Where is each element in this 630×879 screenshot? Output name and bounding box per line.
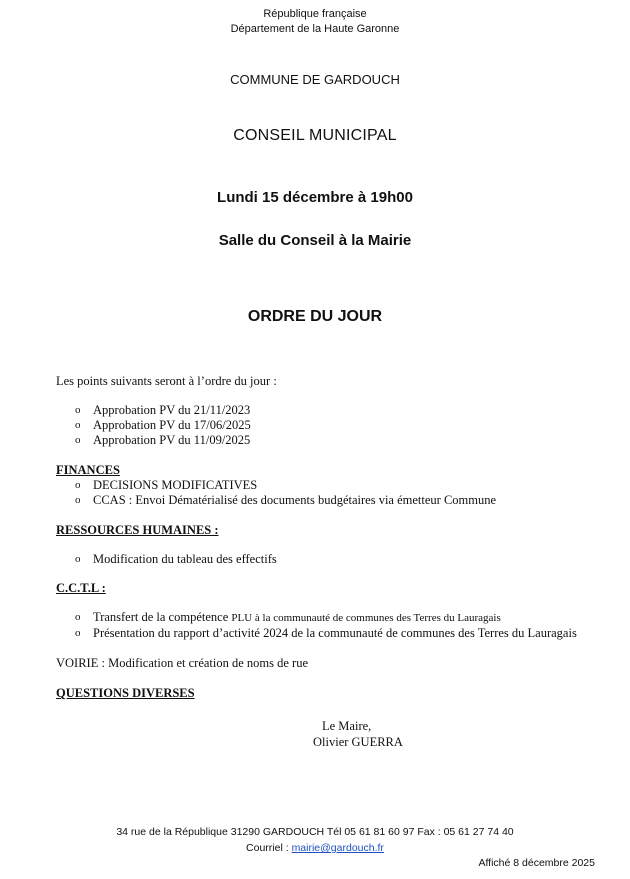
signature-title: Le Maire, xyxy=(322,719,372,733)
list-item: o Approbation PV du 17/06/2025 xyxy=(75,418,251,432)
departement-line: Département de la Haute Garonne xyxy=(230,23,400,35)
list-item: o Modification du tableau des effectifs xyxy=(75,552,277,566)
bullet-icon: o xyxy=(75,419,81,431)
footer-address: 34 rue de la République 31290 GARDOUCH Tél 05 61 81 60 97 Fax : 05 61 27 74 40 xyxy=(116,826,514,838)
list-item: o Présentation du rapport d’activité 2024 de la communauté de communes des Terres du Lauragais xyxy=(75,626,577,640)
list-item: o Transfert de la compétence PLU à la communauté de communes des Terres du Lauragais xyxy=(75,610,501,624)
meeting-date: Lundi 15 décembre à 19h00 xyxy=(217,189,413,206)
cctl-list xyxy=(56,610,596,641)
finances-list xyxy=(56,478,596,508)
rh-list xyxy=(56,552,596,567)
email-link[interactable]: mairie@gardouch.fr xyxy=(291,842,384,854)
signature-name: Olivier GUERRA xyxy=(313,735,403,749)
bullet-icon: o xyxy=(75,611,81,623)
commune-title: COMMUNE DE GARDOUCH xyxy=(230,72,400,87)
voirie-line: VOIRIE : Modification et création de noms de rue xyxy=(56,656,309,670)
ordre-du-jour-title: ORDRE DU JOUR xyxy=(247,308,383,325)
courriel-label: Courriel : xyxy=(246,842,292,854)
list-item: o Approbation PV du 11/09/2025 xyxy=(75,433,251,447)
bullet-icon: o xyxy=(75,479,81,491)
finances-heading: FINANCES xyxy=(56,463,120,477)
bullet-icon: o xyxy=(75,494,81,506)
list-item: o CCAS : Envoi Dématérialisé des documents budgétaires via émetteur Commune xyxy=(75,493,497,507)
bullet-icon: o xyxy=(75,553,81,565)
list-item: o DECISIONS MODIFICATIVES xyxy=(75,478,258,492)
questions-heading: QUESTIONS DIVERSES xyxy=(56,686,195,700)
bullet-icon: o xyxy=(75,627,81,639)
bullet-icon: o xyxy=(75,434,81,446)
agenda-body xyxy=(56,374,596,701)
affiche-date: Affiché 8 décembre 2025 xyxy=(478,857,595,869)
footer-courriel xyxy=(0,842,630,854)
conseil-title: CONSEIL MUNICIPAL xyxy=(233,127,397,144)
pv-list xyxy=(56,403,596,448)
rh-heading: RESSOURCES HUMAINES : xyxy=(56,523,219,537)
meeting-location: Salle du Conseil à la Mairie xyxy=(218,232,412,249)
bullet-icon: o xyxy=(75,404,81,416)
intro-text: Les points suivants seront à l’ordre du jour : xyxy=(56,374,277,388)
list-item: o Approbation PV du 21/11/2023 xyxy=(75,403,251,417)
cctl-heading: C.C.T.L : xyxy=(56,581,106,595)
republique-line: République française xyxy=(263,8,367,20)
